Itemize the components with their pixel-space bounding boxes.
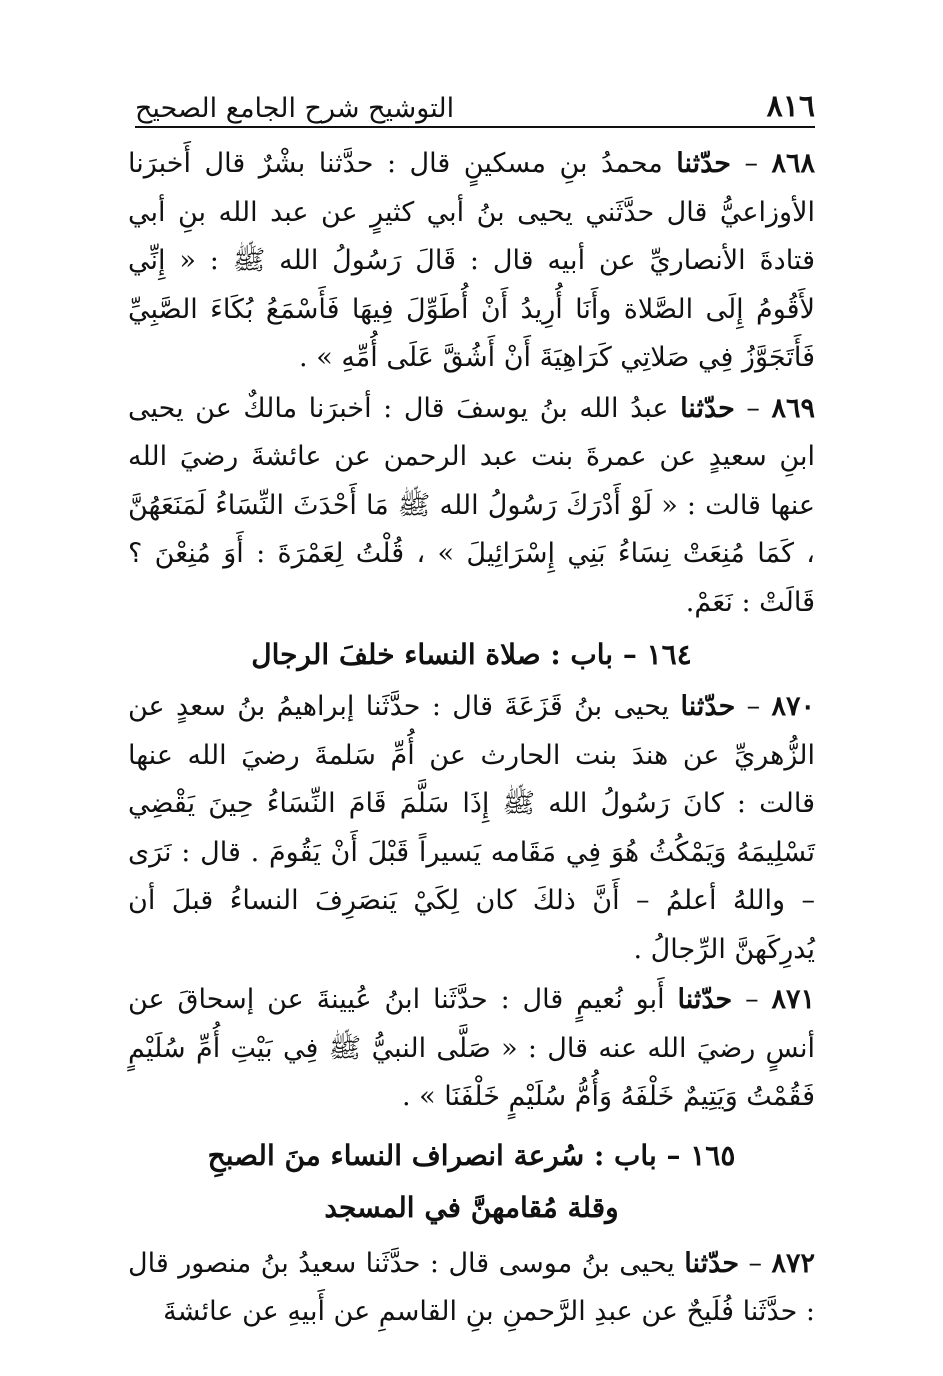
hadith-keyword: حدّثنا <box>684 1247 740 1279</box>
running-title: التوشيح شرح الجامع الصحيح <box>135 93 455 124</box>
hadith-text: أَبو نُعيمٍ قال : حدَّثَنا ابنُ عُيينةَ عن إسحاقَ عن أنسٍ رضيَ الله عنه قال : « صَلَّى النبيُّ ﷺ فِي بَيْتِ أُمِّ سُلَيْمٍ فَقُمْتُ وَيَتِيمٌ خَلْفَهُ وَأُمُّ سُلَيْمٍ خَلْفَنَا » . <box>128 984 815 1112</box>
hadith-keyword: حدّثنا <box>676 148 731 179</box>
hadith-number: ٨٧٠ <box>771 691 816 722</box>
chapter-heading-164: ١٦٤ – باب : صلاة النساء خلفَ الرجال <box>251 638 692 671</box>
hadith-871: ٨٧١ – حدّثنا أَبو نُعيمٍ قال : حدَّثَنا ابنُ عُيينةَ عن إسحاقَ عن أنسٍ رضيَ الله عنه قال : « صَلَّى النبيُّ ﷺ فِي بَيْتِ أُمِّ سُلَيْمٍ فَقُمْتُ وَيَتِيمٌ خَلْفَهُ وَأُمُّ سُلَيْمٍ خَلْفَنَا » . <box>128 984 816 1112</box>
hadith-870: ٨٧٠ – حدّثنا يحيى بنُ قَزَعَةَ قال : حدَّثَنا إبراهيمُ بنُ سعدٍ عن الزُّهريِّ عن هندَ بنت الحارث عن أُمِّ سَلمةَ رضيَ الله عنها قالت : كانَ رَسُولُ الله ﷺ إِذَا سَلَّمَ قَامَ النِّسَاءُ حِينَ يَقْضِي تَسْلِيمَهُ وَيَمْكُثُ هُوَ فِي مَقَامه يَسيراً قَبْلَ أَنْ يَقُومَ . قال : نَرَى – واللهُ أعلمُ – أَنَّ ذلكَ كان لِكَيْ يَنصَرِفَ النساءُ قبلَ أن يُدرِكَهنَّ الرِّجالُ . <box>128 691 816 965</box>
hadith-text: محمدُ بنِ مسكينٍ قال : حدَّثنا بشْرٌ قال أَخبرَنا الأوزاعيُّ قال حدَّثَني يحيى بنُ أبي كثيرٍ عن عبد الله بنِ أبي قتادةَ الأنصاريِّ عن أبيه قال : قَالَ رَسُولُ الله ﷺ : « إِنِّي لأَقُومُ إِلَى الصَّلاة وأَنَا أُرِيدُ أَنْ أُطَوِّلَ فِيهَا فَأَسْمَعُ بُكَاءَ الصَّبِيِّ فَأَتَجَوَّزُ فِي صَلاتِي كَرَاهِيَةَ أَنْ أَشُقَّ عَلَى أُمِّهِ » . <box>128 148 815 373</box>
chapter-heading-line: وقلة مُقامهنَّ في المسجد <box>324 1190 619 1224</box>
hadith-keyword: حدّثنا <box>680 392 735 424</box>
hadith-keyword: حدّثنا <box>677 984 733 1015</box>
hadith-number: ٨٦٨ <box>771 148 815 179</box>
chapter-heading-line: ١٦٥ – باب : سُرعة انصراف النساء منَ الصبحِ <box>207 1138 736 1172</box>
hadith-number: ٨٦٩ <box>771 392 815 424</box>
page-number: ٨١٦ <box>766 89 815 124</box>
hadith-text: عبدُ الله بنُ يوسفَ قال : أخبرَنا مالكٌ عن يحيى ابنِ سعيدٍ عن عمرةَ بنت عبد الرحمن عن عائشةَ رضيَ الله عنها قالت : « لَوْ أَدْرَكَ رَسُولُ الله ﷺ مَا أَحْدَثَ النِّسَاءُ لَمَنَعَهُنَّ ، كَمَا مُنِعَتْ نِسَاءُ بَنِي إِسْرَائِيلَ » ، قُلْتُ لِعَمْرَةَ : أَوَ مُنِعْنَ ؟ قَالَتْ : نَعَمْ. <box>128 392 815 618</box>
hadith-872: ٨٧٢ – حدّثنا يحيى بنُ موسى قال : حدَّثَنا سعيدُ بنُ منصور قال : حدَّثَنا فُلَيحٌ عن عبدِ الرَّحمنِ بنِ القاسمِ عن أَبيهِ عن عائشةَ <box>128 1247 815 1327</box>
hadith-text: يحيى بنُ موسى قال : حدَّثَنا سعيدُ بنُ منصور قال : حدَّثَنا فُلَيحٌ عن عبدِ الرَّحمنِ بنِ القاسمِ عن أَبيهِ عن عائشةَ <box>128 1247 815 1327</box>
hadith-text: يحيى بنُ قَزَعَةَ قال : حدَّثَنا إبراهيمُ بنُ سعدٍ عن الزُّهريِّ عن هندَ بنت الحارث عن أُمِّ سَلمةَ رضيَ الله عنها قالت : كانَ رَسُولُ الله ﷺ إِذَا سَلَّمَ قَامَ النِّسَاءُ حِينَ يَقْضِي تَسْلِيمَهُ وَيَمْكُثُ هُوَ فِي مَقَامه يَسيراً قَبْلَ أَنْ يَقُومَ . قال : نَرَى – واللهُ أعلمُ – أَنَّ ذلكَ كان لِكَيْ يَنصَرِفَ النساءُ قبلَ أن يُدرِكَهنَّ الرِّجالُ . <box>128 691 815 965</box>
hadith-number: ٨٧٢ <box>771 1247 815 1279</box>
hadith-868: ٨٦٨ – حدّثنا محمدُ بنِ مسكينٍ قال : حدَّثنا بشْرٌ قال أَخبرَنا الأوزاعيُّ قال حدَّثَني يحيى بنُ أبي كثيرٍ عن عبد الله بنِ أبي قتادةَ الأنصاريِّ عن أبيه قال : قَالَ رَسُولُ الله ﷺ : « إِنِّي لأَقُومُ إِلَى الصَّلاة وأَنَا أُرِيدُ أَنْ أُطَوِّلَ فِيهَا فَأَسْمَعُ بُكَاءَ الصَّبِيِّ فَأَتَجَوَّزُ فِي صَلاتِي كَرَاهِيَةَ أَنْ أَشُقَّ عَلَى أُمِّهِ » . <box>128 148 815 373</box>
hadith-869: ٨٦٩ – حدّثنا عبدُ الله بنُ يوسفَ قال : أخبرَنا مالكٌ عن يحيى ابنِ سعيدٍ عن عمرةَ بنت عبد الرحمن عن عائشةَ رضيَ الله عنها قالت : « لَوْ أَدْرَكَ رَسُولُ الله ﷺ مَا أَحْدَثَ النِّسَاءُ لَمَنَعَهُنَّ ، كَمَا مُنِعَتْ نِسَاءُ بَنِي إِسْرَائِيلَ » ، قُلْتُ لِعَمْرَةَ : أَوَ مُنِعْنَ ؟ قَالَتْ : نَعَمْ. <box>128 392 815 618</box>
hadith-number: ٨٧١ <box>771 984 816 1015</box>
chapter-heading-165 <box>128 1130 815 1234</box>
hadith-keyword: حدّثنا <box>680 691 736 722</box>
page-body <box>128 140 815 1339</box>
page-header <box>135 78 815 128</box>
